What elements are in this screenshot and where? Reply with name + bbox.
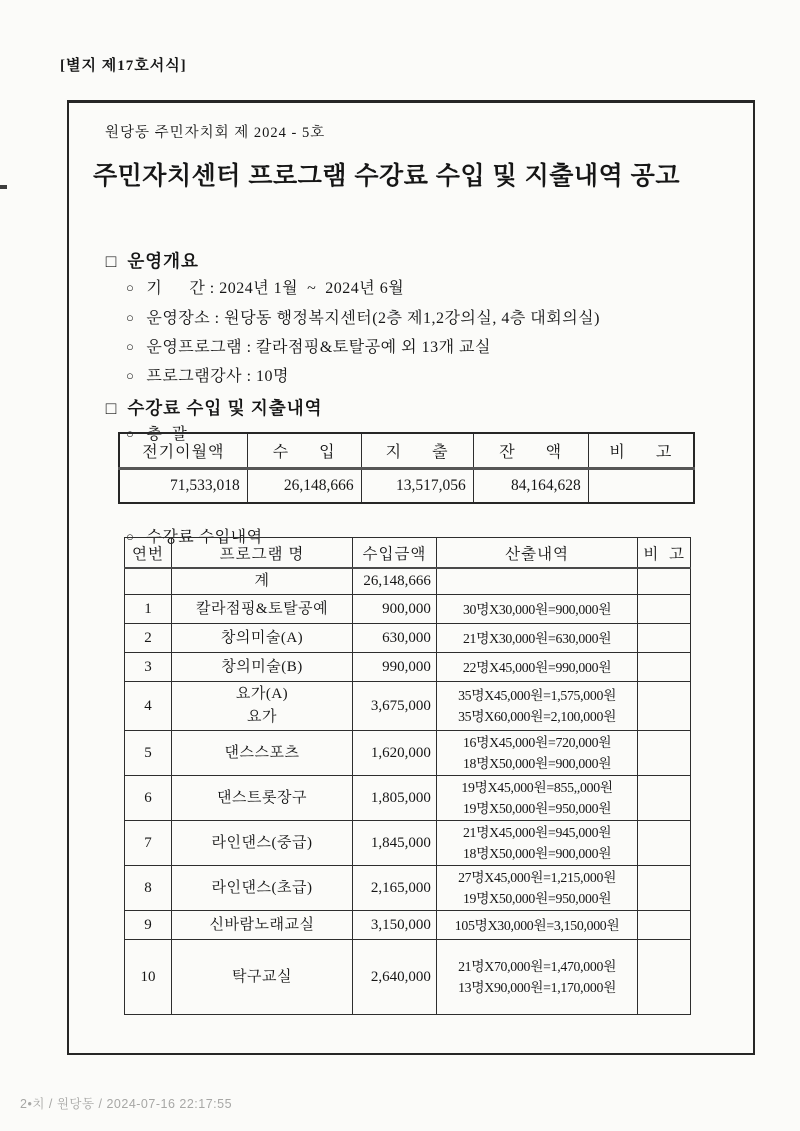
- cell-line: 27명X45,000원=1,215,000원: [458, 870, 617, 885]
- cell-rownum: 5: [125, 731, 172, 776]
- cell-line: 창의미술(A): [220, 629, 304, 646]
- cell-rownum: 7: [125, 821, 172, 866]
- cell-note: [638, 731, 691, 776]
- income-header-cell: 비 고: [638, 538, 691, 569]
- cell-line: 35명X60,000원=2,100,000원: [458, 709, 617, 724]
- summary-value-cell: 13,517,056: [361, 469, 473, 504]
- square-bullet-icon: □: [105, 398, 118, 418]
- cell-calculation: [436, 776, 638, 821]
- cell-line: 댄스트롯장구: [217, 789, 307, 806]
- circle-bullet-icon: ○: [126, 310, 135, 325]
- cell-line: 창의미술(B): [221, 658, 303, 675]
- cell-line: [437, 571, 638, 592]
- cell-amount: 26,148,666: [353, 568, 437, 595]
- cell-program: [171, 866, 352, 911]
- cell-line: 105명X30,000원=3,150,000원: [454, 917, 620, 933]
- form-code-label: [별지 제17호서식]: [60, 58, 187, 74]
- summary-header-row: [119, 433, 694, 469]
- summary-header-cell: 비 고: [588, 433, 694, 469]
- cell-line: 19명X50,000원=950,000원: [462, 891, 612, 906]
- cell-line: 신바람노래교실: [209, 916, 315, 933]
- cell-rownum: [125, 568, 172, 595]
- cell-line: 16명X45,000원=720,000원: [462, 735, 612, 750]
- summary-header-cell: 잔 액: [473, 433, 588, 469]
- table-row: [125, 821, 691, 866]
- table-row: [125, 624, 691, 653]
- table-row: [125, 682, 691, 731]
- circle-bullet-icon: ○: [126, 529, 135, 544]
- cell-program: [171, 776, 352, 821]
- cell-line: 요가: [247, 709, 278, 725]
- summary-table: [118, 432, 695, 504]
- cell-note: [638, 568, 691, 595]
- income-header-cell: 연번: [125, 538, 172, 569]
- cell-calculation: [436, 653, 638, 682]
- summary-value-cell: 71,533,018: [119, 469, 247, 504]
- cell-line: 라인댄스(초급): [211, 879, 313, 896]
- table-row: [125, 911, 691, 940]
- cell-line: 35명X45,000원=1,575,000원: [458, 688, 617, 703]
- cell-amount: 1,845,000: [353, 821, 437, 866]
- cell-line: 21명X70,000원=1,470,000원: [458, 959, 617, 974]
- summary-value-cell: 26,148,666: [247, 469, 361, 504]
- cell-line: 칼라점핑&토탈공예: [195, 600, 329, 617]
- cell-amount: 990,000: [353, 653, 437, 682]
- overview-item-text: 기 간 : 2024년 1월 ~ 2024년 6월: [146, 280, 405, 297]
- cell-rownum: 8: [125, 866, 172, 911]
- cell-program: [171, 821, 352, 866]
- summary-value-row: [119, 469, 694, 504]
- cell-program: [171, 595, 352, 624]
- cell-line: 라인댄스(중급): [211, 834, 313, 851]
- cell-line: 19명X45,000원=855,,000원: [461, 780, 613, 795]
- square-bullet-icon: □: [105, 251, 118, 271]
- cell-program: [171, 653, 352, 682]
- table-row: [125, 595, 691, 624]
- cell-line: 18명X50,000원=900,000원: [462, 846, 612, 861]
- cell-program: [171, 682, 352, 731]
- cell-rownum: 6: [125, 776, 172, 821]
- scan-edge-artifact: [0, 185, 7, 189]
- cell-line: 30명X30,000원=900,000원: [462, 601, 612, 617]
- income-table-container: [124, 537, 691, 1015]
- cell-line: 탁구교실: [232, 968, 292, 985]
- cell-rownum: 10: [125, 940, 172, 1015]
- income-table: [124, 537, 691, 1015]
- cell-rownum: 1: [125, 595, 172, 624]
- circle-bullet-icon: ○: [126, 339, 135, 354]
- cell-calculation: [436, 821, 638, 866]
- income-header-cell: 산출내역: [436, 538, 638, 569]
- cell-calculation: [436, 731, 638, 776]
- cell-note: [638, 776, 691, 821]
- subsection-income-text: 수강료 수입내역: [146, 529, 263, 546]
- circle-bullet-icon: ○: [126, 280, 135, 295]
- circle-bullet-icon: ○: [126, 426, 135, 441]
- table-row: [125, 653, 691, 682]
- table-row: [125, 866, 691, 911]
- cell-amount: 1,620,000: [353, 731, 437, 776]
- cell-line: 18명X50,000원=900,000원: [462, 756, 612, 771]
- cell-line: 댄스스포츠: [224, 744, 300, 761]
- cell-note: [638, 682, 691, 731]
- cell-calculation: [436, 682, 638, 731]
- document-number: 원당동 주민자치회 제 2024 - 5호: [105, 125, 326, 141]
- cell-amount: 900,000: [353, 595, 437, 624]
- cell-line: 19명X50,000원=950,000원: [462, 801, 612, 816]
- cell-calculation: [436, 568, 638, 595]
- summary-value-cell: [588, 469, 694, 504]
- subsection-total-text: 총 괄: [146, 426, 188, 443]
- cell-calculation: [436, 866, 638, 911]
- cell-line: 21명X45,000원=945,000원: [462, 825, 612, 840]
- cell-amount: 3,150,000: [353, 911, 437, 940]
- summary-header-cell: 지 출: [361, 433, 473, 469]
- cell-rownum: 3: [125, 653, 172, 682]
- cell-amount: 3,675,000: [353, 682, 437, 731]
- cell-rownum: 9: [125, 911, 172, 940]
- overview-item-text: 운영장소 : 원당동 행정복지센터(2층 제1,2강의실, 4층 대회의실): [146, 310, 600, 327]
- cell-note: [638, 653, 691, 682]
- cell-rownum: 4: [125, 682, 172, 731]
- cell-line: 21명X30,000원=630,000원: [462, 630, 612, 646]
- summary-table-container: [118, 432, 695, 504]
- page-title: 주민자치센터 프로그램 수강료 수입 및 지출내역 공고: [93, 162, 680, 190]
- cell-amount: 1,805,000: [353, 776, 437, 821]
- cell-line: 요가(A): [235, 686, 289, 702]
- summary-header-cell: 수 입: [247, 433, 361, 469]
- cell-program: [171, 731, 352, 776]
- summary-header-cell: 전기이월액: [119, 433, 247, 469]
- table-row: [125, 776, 691, 821]
- income-header-row: [125, 538, 691, 569]
- cell-rownum: 2: [125, 624, 172, 653]
- overview-item-text: 프로그램강사 : 10명: [146, 368, 289, 385]
- overview-item-text: 운영프로그램 : 칼라점핑&토탈공예 외 13개 교실: [146, 339, 491, 356]
- section-heading-text: 수강료 수입 및 지출내역: [127, 398, 323, 418]
- cell-line: 13명X90,000원=1,170,000원: [458, 980, 617, 995]
- cell-amount: 2,165,000: [353, 866, 437, 911]
- circle-bullet-icon: ○: [126, 368, 135, 383]
- cell-note: [638, 595, 691, 624]
- section-heading-text: 운영개요: [127, 251, 199, 271]
- cell-note: [638, 911, 691, 940]
- cell-program: [171, 911, 352, 940]
- cell-line: 계: [254, 573, 270, 589]
- cell-program: [171, 568, 352, 595]
- cell-note: [638, 940, 691, 1015]
- print-footer-timestamp: 2•치 / 원당동 / 2024-07-16 22:17:55: [20, 1097, 233, 1111]
- cell-note: [638, 866, 691, 911]
- cell-calculation: [436, 940, 638, 1015]
- table-row: [125, 568, 691, 595]
- table-row: [125, 940, 691, 1015]
- cell-calculation: [436, 624, 638, 653]
- cell-program: [171, 624, 352, 653]
- cell-line: 22명X45,000원=990,000원: [462, 659, 612, 675]
- table-row: [125, 731, 691, 776]
- cell-note: [638, 821, 691, 866]
- income-header-cell: 프로그램 명: [171, 538, 352, 569]
- cell-calculation: [436, 595, 638, 624]
- cell-program: [171, 940, 352, 1015]
- income-header-cell: 수입금액: [353, 538, 437, 569]
- cell-amount: 2,640,000: [353, 940, 437, 1015]
- cell-calculation: [436, 911, 638, 940]
- cell-note: [638, 624, 691, 653]
- cell-amount: 630,000: [353, 624, 437, 653]
- summary-value-cell: 84,164,628: [473, 469, 588, 504]
